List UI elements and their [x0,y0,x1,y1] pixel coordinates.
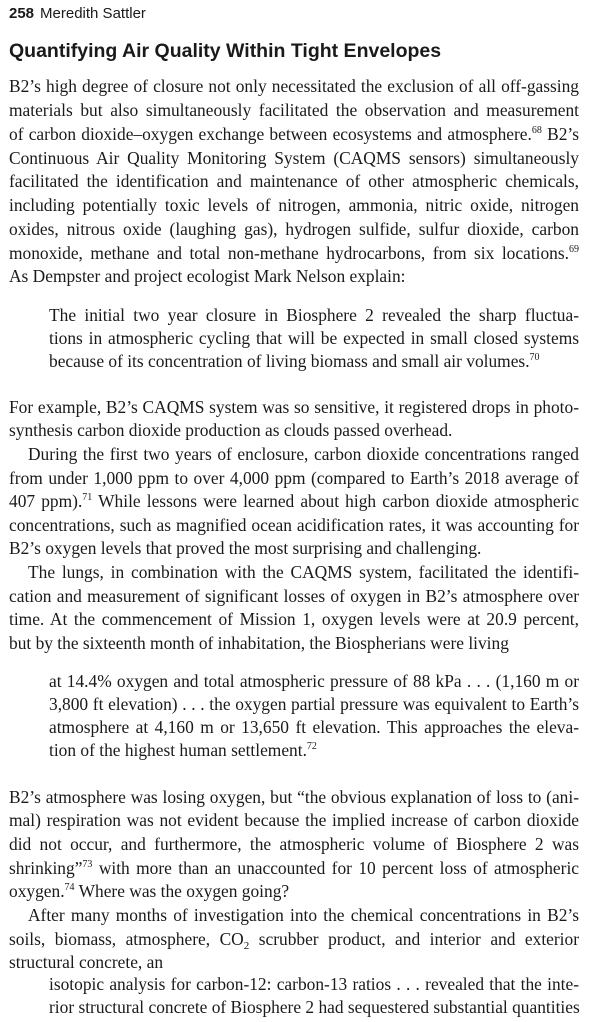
quote-line: 3,800 ft elevation) . . . the oxygen partial pressure was equivalent to Earth’s [49,694,579,714]
text-line: monoxide, methane and total non-methane hydrocarbons, from six locations.$^{69}$ [9,243,579,263]
text-line: materials but also simultaneously facilitated the observation and measurement [9,100,579,120]
quote-line: rior structural concrete of Biosphere 2 had sequestered substantial quantities [49,997,580,1017]
text-line: B2’s atmosphere was losing oxygen, but “the obvious explanation of loss to (ani- [9,787,579,807]
text-line: B2’s oxygen levels that proved the most surprising and challenging. [9,538,482,558]
text-line: of carbon dioxide–oxygen exchange between ecosystems and atmosphere.$^{68}$ B2’s [9,124,579,144]
text-line: oxides, nitrous oxide (laughing gas), hydrogen sulfide, sulfur dioxide, carbon [9,219,579,239]
page-number: 258 [9,5,35,22]
quote-line: because of its concentration of living biomass and small air volumes.$^{70}$ [49,351,540,371]
text-line: After many months of investigation into the chemical concentrations in B2’s [28,905,579,925]
text-line: did not occur, and furthermore, the atmospheric volume of Biosphere 2 was [9,834,579,854]
text-line: facilitated the identification and maintenance of other atmospheric chemicals, [9,171,579,191]
quote-line: The initial two year closure in Biosphere 2 revealed the sharp fluctua- [49,305,579,325]
text-line: Continuous Air Quality Monitoring System (CAQMS sensors) simultaneously [9,148,579,168]
text-line: oxygen.$^{74}$ Where was the oxygen going? [9,881,290,901]
footnote-ref: 72 [306,741,317,752]
text-line: The lungs, in combination with the CAQMS system, facilitated the identifi- [28,562,579,582]
quote-line: atmosphere at 4,160 m or 13,650 ft elevation. This approaches the eleva- [49,717,579,737]
text-line: soils, biomass, atmosphere, $CO_2$ scrubber product, and interior and exterior [9,929,579,952]
subscript: 2 [243,940,250,952]
text-line: cation and measurement of significant losses of oxygen in B2’s atmosphere over [9,586,579,606]
text-line: from under 1,000 ppm to over 4,000 ppm (compared to Earth’s 2018 average of [9,468,579,488]
footnote-ref: 71 [82,492,93,503]
text-line: B2’s high degree of closure not only necessitated the exclusion of all off-gassing [9,76,579,96]
text-line: time. At the commencement of Mission 1, oxygen levels were at 20.9 percent, [9,609,579,629]
footnote-ref: 70 [529,352,540,363]
text-line: including potentially toxic levels of nitrogen, ammonia, nitric oxide, nitrogen [9,195,579,215]
running-header [9,5,146,22]
quote-line: isotopic analysis for carbon-12: carbon-13 ratios . . . revealed that the inte- [49,974,579,994]
text-line: As Dempster and project ecologist Mark Nelson explain: [9,266,406,286]
footnote-ref: 73 [82,859,93,870]
footnote-ref: 69 [569,244,579,255]
text-line: synthesis carbon dioxide production as clouds passed overhead. [9,420,453,440]
quote-line: at 14.4% oxygen and total atmospheric pressure of 88 kPa . . . (1,160 m or [49,671,579,691]
text-line: During the first two years of enclosure, carbon dioxide concentrations ranged [28,444,579,464]
text-line: structural concrete, an [9,952,164,972]
quote-line: tions in atmospheric cycling that will be expected in small closed systems [49,328,579,348]
footnote-ref: 68 [531,125,542,136]
text-line: shrinking”$^{73}$ with more than an unaccounted for 10 percent loss of atmospheric [9,858,579,878]
quote-line: tion of the highest human settlement.$^{72}$ [49,740,317,760]
text-line: For example, B2’s CAQMS system was so sensitive, it registered drops in photo- [9,397,579,417]
text-line: 407 ppm).$^{71}$ While lessons were learned about high carbon dioxide atmospheric [9,491,579,511]
text-line: but by the sixteenth month of inhabitation, the Biospherians were living [9,633,509,653]
footnote-ref: 74 [64,882,75,893]
section-heading: Quantifying Air Quality Within Tight Envelopes [9,40,442,62]
text-line: mal) respiration was not evident because the implied increase of carbon dioxide [9,810,579,830]
text-line: concentrations, such as magnified ocean acidification rates, it was accounting for [9,515,579,535]
running-head-author: Meredith Sattler [40,5,146,22]
